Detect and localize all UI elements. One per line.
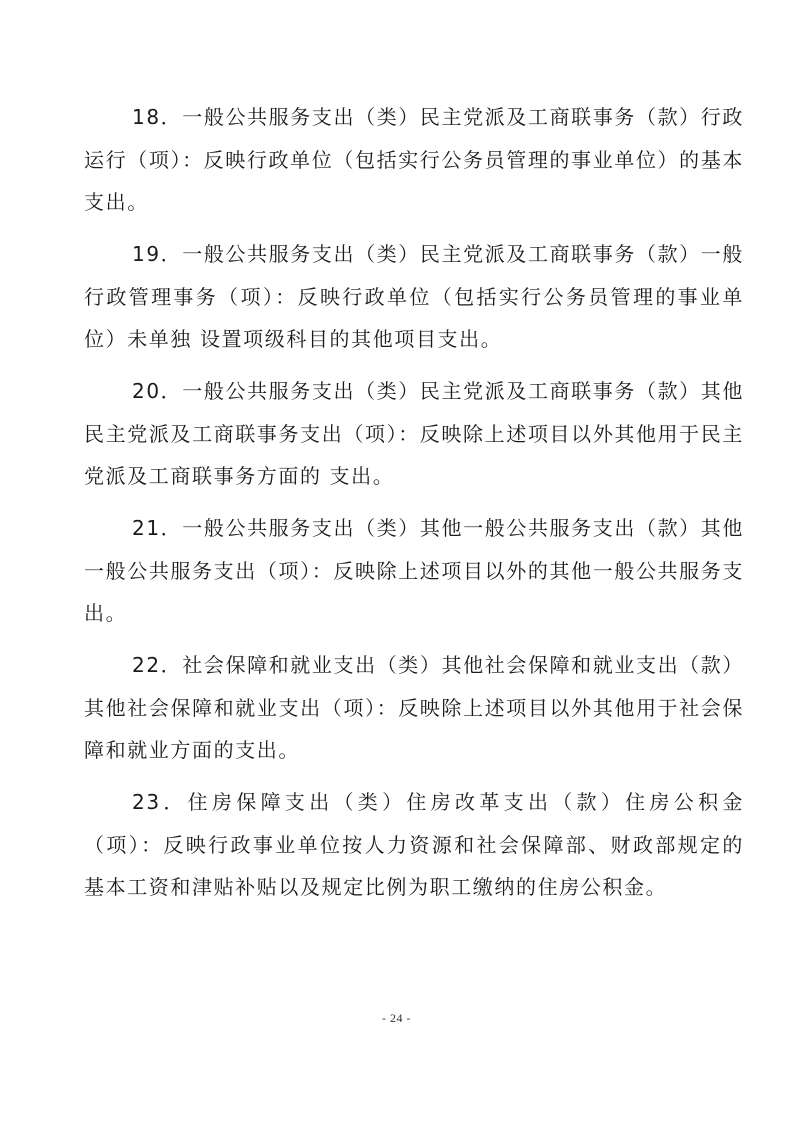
paragraph-item-22: 22．社会保障和就业支出（类）其他社会保障和就业支出（款）其他社会保障和就业支出（项）：反映除上述项目以外其他用于社会保障和就业方面的支出。: [84, 653, 744, 762]
paragraph-item-21: 21．一般公共服务支出（类）其他一般公共服务支出（款）其他一般公共服务支出（项）：反映除上述项目以外的其他一般公共服务支出。: [84, 516, 744, 625]
paragraph-item-18: 18．一般公共服务支出（类）民主党派及工商联事务（款）行政运行（项）：反映行政单位（包括实行公务员管理的事业单位）的基本支出。: [84, 105, 744, 214]
paragraph-item-20: 20．一般公共服务支出（类）民主党派及工商联事务（款）其他民主党派及工商联事务支出（项）：反映除上述项目以外其他用于民主党派及工商联事务方面的 支出。: [84, 379, 744, 488]
page-number: - 24 -: [382, 1011, 411, 1025]
paragraph-item-19: 19．一般公共服务支出（类）民主党派及工商联事务（款）一般行政管理事务（项）：反映行政单位（包括实行公务员管理的事业单位）未单独 设置项级科目的其他项目支出。: [84, 242, 744, 351]
document-body: [84, 96, 744, 918]
paragraph-item-23: 23．住房保障支出（类）住房改革支出（款）住房公积金（项）：反映行政事业单位按人力资源和社会保障部、财政部规定的 基本工资和津贴补贴以及规定比例为职工缴纳的住房公积金。: [84, 790, 744, 899]
